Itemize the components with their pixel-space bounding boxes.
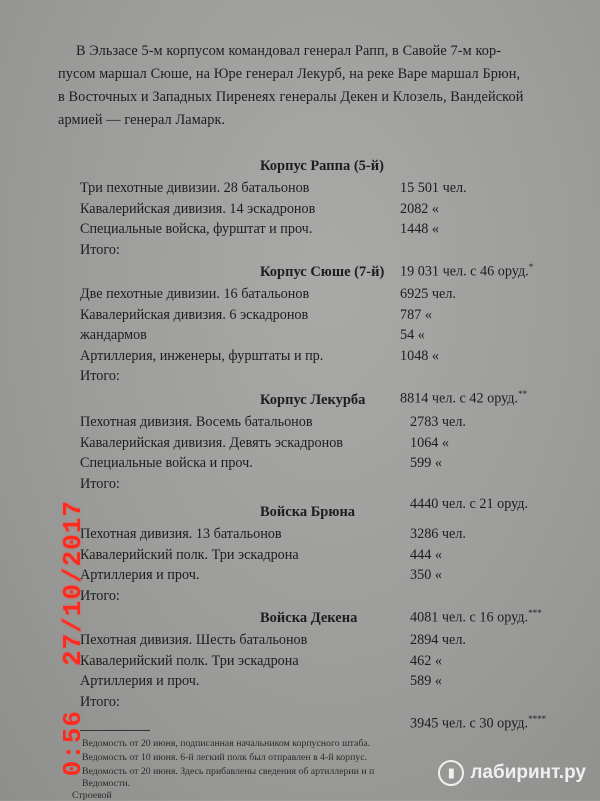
row-label: Итого: <box>80 693 120 710</box>
footnote-line: Ведомости. <box>82 778 131 789</box>
footnote-line: Строевой <box>72 790 112 801</box>
row-label: Пехотная дивизия. Шесть батальонов <box>80 632 308 648</box>
row-value <box>410 455 442 472</box>
row-value <box>400 327 425 344</box>
row-value <box>410 714 546 733</box>
row-value <box>400 389 527 408</box>
row-value <box>410 414 466 431</box>
row-value <box>400 180 467 197</box>
intro-line: армией — генерал Ламарк. <box>58 112 226 128</box>
row-label: Итого: <box>80 368 120 385</box>
row-label: Артиллерия и проч. <box>80 673 200 690</box>
value-text: 787 « <box>400 306 432 323</box>
footnote-mark: *** <box>528 608 542 619</box>
value-text: 444 « <box>410 546 442 563</box>
row-label: Специальные войска, фурштат и проч. <box>80 221 313 238</box>
row-label: Итого: <box>80 587 120 604</box>
value-text: 599 « <box>410 455 442 472</box>
row-value <box>410 435 449 452</box>
value-text: 589 « <box>410 673 442 690</box>
footnote-line: Ведомость от 20 июня. Здесь прибавлены сведения об артиллерии и п <box>82 766 375 777</box>
value-text: 4081 чел. с 16 оруд. <box>410 610 529 627</box>
row-value <box>410 496 528 513</box>
row-label: Пехотная дивизия. 13 батальонов <box>80 526 282 542</box>
row-value <box>400 286 456 303</box>
row-value <box>400 201 439 218</box>
watermark-text: лабиринт.ру <box>470 762 586 783</box>
footnote-mark: ** <box>518 389 528 399</box>
row-label: Кавалерийская дивизия. 6 эскадронов <box>80 306 309 323</box>
section-title: Корпус Сюше (7-й) <box>260 264 385 280</box>
row-label: Итого: <box>80 241 120 258</box>
footnote-line: Ведомость от 10 июня. 6-й легкий полк был отправлен в 4-й корпус. <box>82 752 368 763</box>
date-stamp: 27/10/2017 <box>58 500 88 667</box>
time-stamp: 0:56 <box>58 710 88 777</box>
value-text: 350 « <box>410 567 442 584</box>
value-text: 462 « <box>410 652 442 669</box>
row-label: Кавалерийский полк. Три эскадрона <box>80 652 299 669</box>
row-value <box>410 673 442 690</box>
row-label: Кавалерийская дивизия. 14 эскадронов <box>80 200 316 217</box>
section-title: Корпус Раппа (5-й) <box>260 158 384 174</box>
row-label: Артиллерия и проч. <box>80 567 200 584</box>
footnote-mark: * <box>528 262 534 273</box>
value-text: 4440 чел. с 21 оруд. <box>410 496 529 513</box>
footnote-rule <box>80 730 150 731</box>
row-value <box>410 526 466 543</box>
row-label: Кавалерийский полк. Три эскадрона <box>80 546 299 563</box>
value-text: 2894 чел. <box>410 632 466 648</box>
row-label: Три пехотные дивизии. 28 батальонов <box>80 180 310 196</box>
row-label: Артиллерия, инженеры, фурштаты и пр. <box>80 347 324 364</box>
row-value <box>410 547 442 564</box>
value-text: 2783 чел. <box>410 414 466 430</box>
value-text: 6925 чел. <box>400 286 456 302</box>
row-value <box>400 348 439 365</box>
row-label: Кавалерийская дивизия. Девять эскадронов <box>80 434 343 451</box>
value-text: 15 501 чел. <box>400 180 467 196</box>
row-label: жандармов <box>80 327 147 344</box>
intro-line: пусом маршал Сюше, на Юре генерал Лекурб, на реке Варе маршал Брюн, <box>58 66 521 82</box>
value-text: 54 « <box>400 327 425 344</box>
footnote-line: Ведомость от 20 июня, подписанная начальником корпусного штаба. <box>82 738 371 749</box>
row-label: Итого: <box>80 475 120 492</box>
row-value <box>410 632 466 649</box>
row-value <box>400 307 432 324</box>
value-text: 3286 чел. <box>410 526 466 542</box>
value-text: 3945 чел. с 30 оруд. <box>410 716 529 733</box>
section-title: Корпус Лекурба <box>260 392 366 408</box>
row-value <box>400 221 439 238</box>
footnote-mark: **** <box>528 714 547 725</box>
intro-line: в Восточных и Западных Пиренеях генералы Декен и Клозель, Вандейской <box>58 89 524 105</box>
value-text: 1048 « <box>400 347 440 364</box>
intro-line: В Эльзасе 5-м корпусом командовал генерал Рапп, в Савойе 7-м кор- <box>76 43 502 59</box>
value-text: 1448 « <box>400 221 440 238</box>
row-label: Две пехотные дивизии. 16 батальонов <box>80 286 310 302</box>
row-value <box>410 608 542 627</box>
value-text: 2082 « <box>400 200 440 217</box>
row-value <box>410 567 442 584</box>
section-title: Войска Брюна <box>260 504 356 520</box>
value-text: 8814 чел. с 42 оруд. <box>400 390 519 407</box>
row-value <box>410 653 442 670</box>
row-value <box>400 262 533 281</box>
row-label: Специальные войска и проч. <box>80 455 253 472</box>
book-icon: ▮ <box>438 760 464 786</box>
row-label: Пехотная дивизия. Восемь батальонов <box>80 414 313 430</box>
watermark <box>438 760 586 786</box>
value-text: 19 031 чел. с 46 оруд. <box>400 264 529 281</box>
section-title: Войска Декена <box>260 610 358 626</box>
value-text: 1064 « <box>410 434 450 451</box>
intro-paragraph <box>58 40 588 132</box>
